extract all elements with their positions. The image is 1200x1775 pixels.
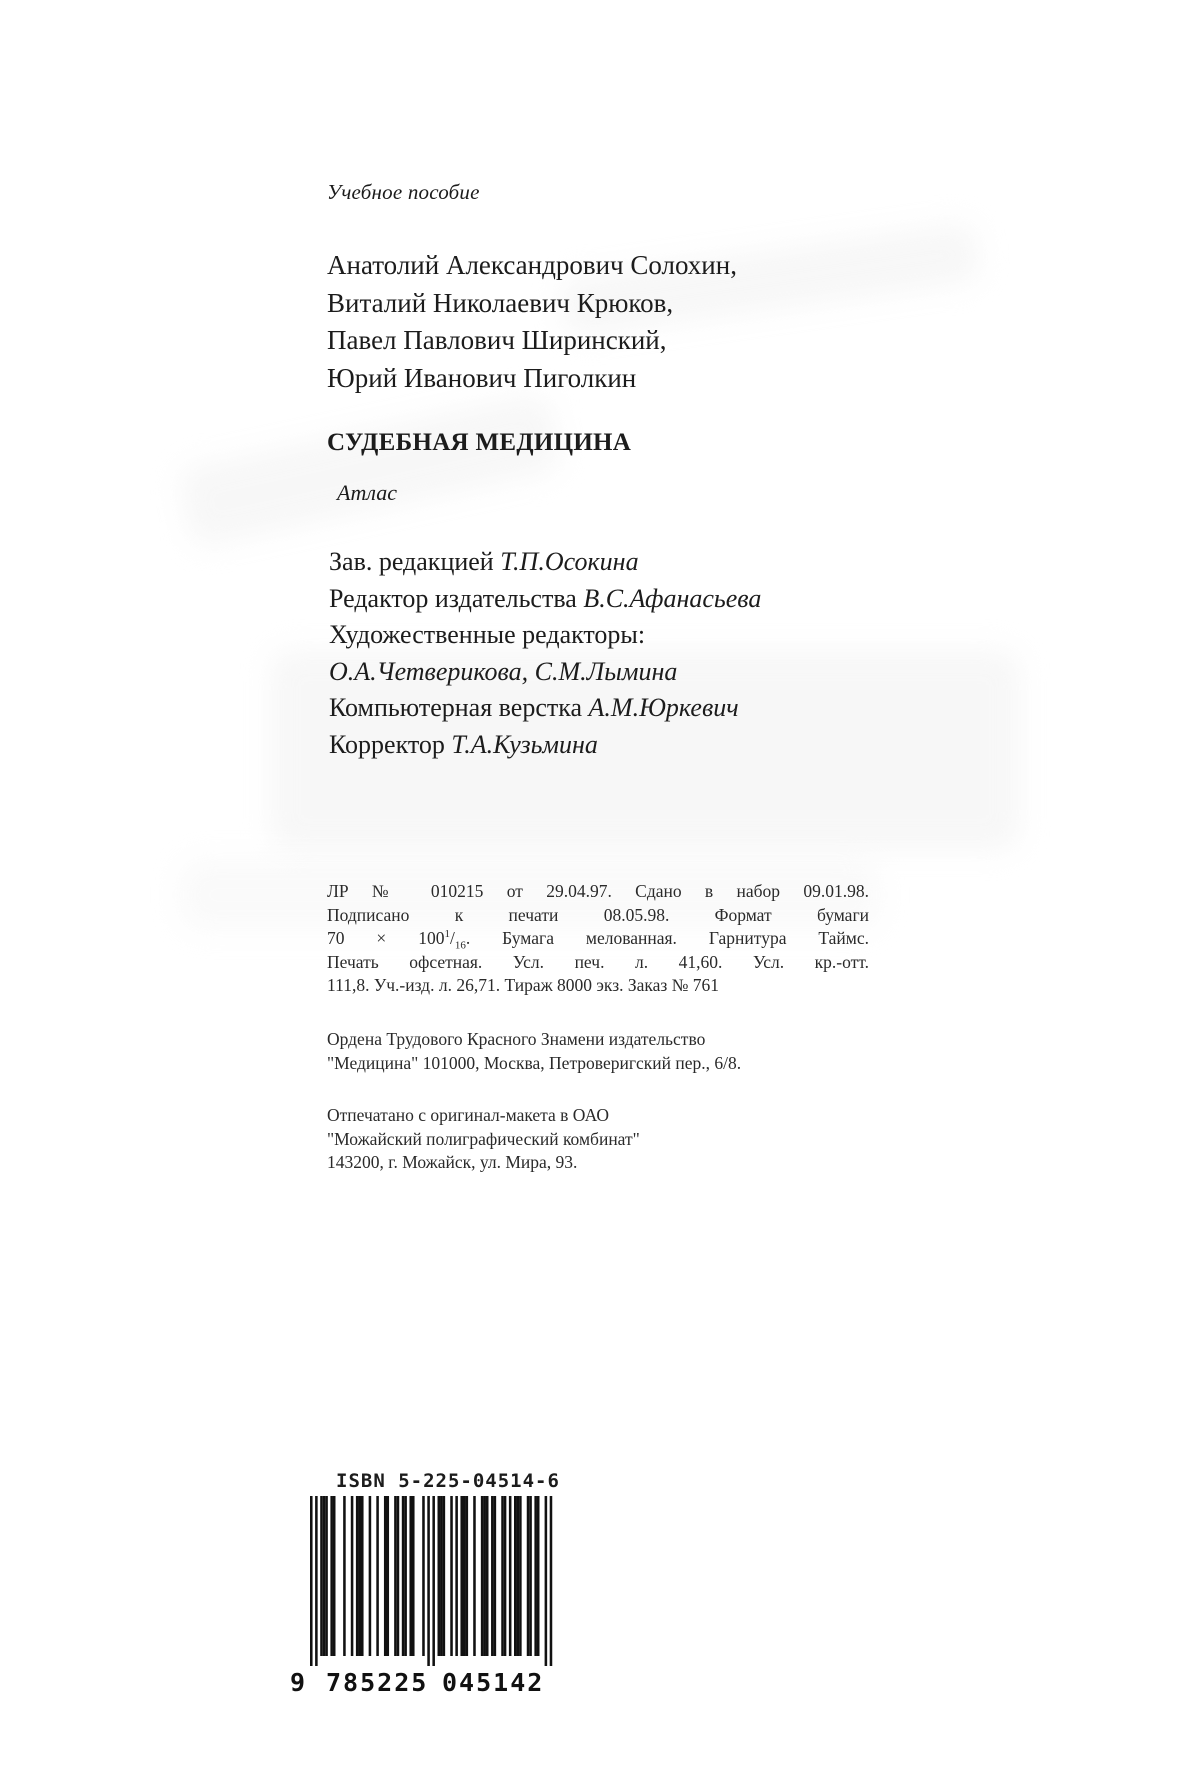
- imprint-block: [327, 880, 869, 998]
- barcode-bar: [491, 1496, 494, 1656]
- barcode-bar: [494, 1496, 497, 1656]
- format-value: 70 × 100: [327, 928, 445, 948]
- credit-role: Зав. редакцией: [329, 547, 494, 576]
- barcode-bar: [320, 1496, 323, 1656]
- barcode-bar: [404, 1496, 407, 1656]
- barcode-bar: [501, 1496, 504, 1656]
- barcode-bar: [384, 1496, 387, 1656]
- credit-person: О.А.Четверикова, С.М.Лымина: [329, 656, 678, 686]
- barcode-guard-bar: [550, 1496, 553, 1666]
- credit-person: Т.П.Осокина: [500, 547, 639, 576]
- book-title: СУДЕБНАЯ МЕДИЦИНА: [327, 429, 632, 456]
- barcode-bar: [351, 1496, 354, 1656]
- barcode-bar: [509, 1496, 512, 1656]
- barcode-bar: [394, 1496, 397, 1656]
- barcode-guard-bar: [427, 1496, 430, 1666]
- barcode-bar: [514, 1496, 517, 1656]
- show-through-shadow: [176, 391, 564, 548]
- imprint-line: ЛР № 010215 от 29.04.97. Сдано в набор 09.01.98.: [327, 881, 869, 901]
- barcode-bar: [440, 1496, 443, 1656]
- credit-role: Корректор: [329, 729, 445, 759]
- barcode-bar: [323, 1496, 326, 1656]
- barcode-bar: [369, 1496, 372, 1656]
- ean-right-group: 045142: [442, 1668, 545, 1697]
- barcode-bar: [529, 1496, 532, 1656]
- author-name: Юрий Иванович Пиголкин: [327, 362, 637, 393]
- publisher-line: "Медицина" 101000, Москва, Петроверигский пер., 6/8.: [327, 1052, 742, 1073]
- barcode-guard-bar: [432, 1496, 435, 1666]
- barcode-guard-bar: [315, 1496, 318, 1666]
- barcode-bar: [361, 1496, 364, 1656]
- imprint-line: Подписано к печати 08.05.98. Формат бумаги: [327, 904, 869, 925]
- barcode-bar: [517, 1496, 520, 1656]
- barcode-bar: [486, 1496, 489, 1656]
- barcode-bars: [304, 1496, 604, 1666]
- credit-line: [329, 617, 761, 654]
- barcode-bar: [443, 1496, 446, 1656]
- barcode-bar: [504, 1496, 507, 1656]
- barcode-bar: [450, 1496, 453, 1656]
- imprint-line: Печать офсетная. Усл. печ. л. 41,60. Усл. кр.-отт.: [327, 951, 869, 972]
- printer-info: [327, 1104, 640, 1175]
- barcode-bar: [330, 1496, 333, 1656]
- credit-role: Компьютерная верстка: [329, 693, 583, 722]
- barcode-bar: [438, 1496, 441, 1656]
- publisher-line: Ордена Трудового Красного Знамени издательство: [327, 1029, 706, 1049]
- format-paper: . Бумага мелованная. Гарнитура Таймс.: [465, 928, 870, 948]
- barcode-bar: [397, 1496, 400, 1656]
- credit-person: Т.А.Кузьмина: [451, 729, 598, 759]
- isbn-number: ISBN 5-225-04514-6: [336, 1470, 560, 1492]
- credit-line: [329, 727, 761, 764]
- barcode-bar: [537, 1496, 540, 1656]
- credit-line: [329, 690, 761, 727]
- credits-list: [329, 544, 761, 763]
- barcode-guard-bar: [545, 1496, 548, 1666]
- printer-line: 143200, г. Можайск, ул. Мира, 93.: [327, 1152, 578, 1172]
- credit-line: [329, 544, 761, 581]
- barcode-bar: [412, 1496, 415, 1656]
- format-slash: /: [449, 928, 455, 948]
- barcode-bar: [333, 1496, 336, 1656]
- barcode-bar: [527, 1496, 530, 1656]
- author-name: Павел Павлович Ширинский,: [327, 325, 667, 355]
- imprint-line: [327, 927, 869, 951]
- barcode-bar: [460, 1496, 463, 1656]
- format-superscript: 1: [444, 928, 450, 941]
- barcode-bar: [473, 1496, 476, 1656]
- credit-role: Редактор издательства: [329, 583, 577, 613]
- barcode-bar: [466, 1496, 469, 1656]
- barcode-bar: [356, 1496, 359, 1656]
- barcode-bar: [534, 1496, 537, 1656]
- publisher-info: [327, 1028, 741, 1075]
- barcode-bar: [519, 1496, 522, 1656]
- credit-line: [329, 654, 761, 691]
- barcode-bar: [463, 1496, 466, 1656]
- barcode-bar: [325, 1496, 328, 1656]
- barcode-guard-bar: [310, 1496, 313, 1666]
- barcode-bar: [402, 1496, 405, 1656]
- format-subscript: 16: [454, 939, 466, 952]
- credit-line: [329, 581, 761, 618]
- barcode-bar: [358, 1496, 361, 1656]
- barcode-bar: [481, 1496, 484, 1656]
- credit-person: А.М.Юркевич: [588, 693, 739, 722]
- printer-line: "Можайский полиграфический комбинат": [327, 1128, 640, 1149]
- printer-line: Отпечатано с оригинал-макета в ОАО: [327, 1105, 609, 1125]
- author-name: Виталий Николаевич Крюков,: [327, 287, 674, 318]
- document-type: Учебное пособие: [327, 180, 480, 204]
- barcode-bar: [422, 1496, 425, 1656]
- imprint-line: 111,8. Уч.-изд. л. 26,71. Тираж 8000 экз. Заказ № 761: [327, 975, 720, 995]
- barcode-bar: [387, 1496, 390, 1656]
- author-name: Анатолий Александрович Солохин,: [327, 250, 737, 280]
- credit-role: Художественные редакторы:: [329, 620, 646, 649]
- barcode-bar: [409, 1496, 412, 1656]
- barcode-bar: [343, 1496, 346, 1656]
- credit-person: В.С.Афанасьева: [583, 583, 762, 613]
- barcode-bar: [455, 1496, 458, 1656]
- isbn-barcode: [290, 1470, 604, 1697]
- ean-left-group: 785225: [326, 1668, 429, 1697]
- authors-list: [327, 247, 737, 397]
- book-subtitle: Атлас: [337, 480, 397, 505]
- barcode-bar: [483, 1496, 486, 1656]
- ean-first-digit: 9: [290, 1668, 308, 1697]
- barcode-bar: [376, 1496, 379, 1656]
